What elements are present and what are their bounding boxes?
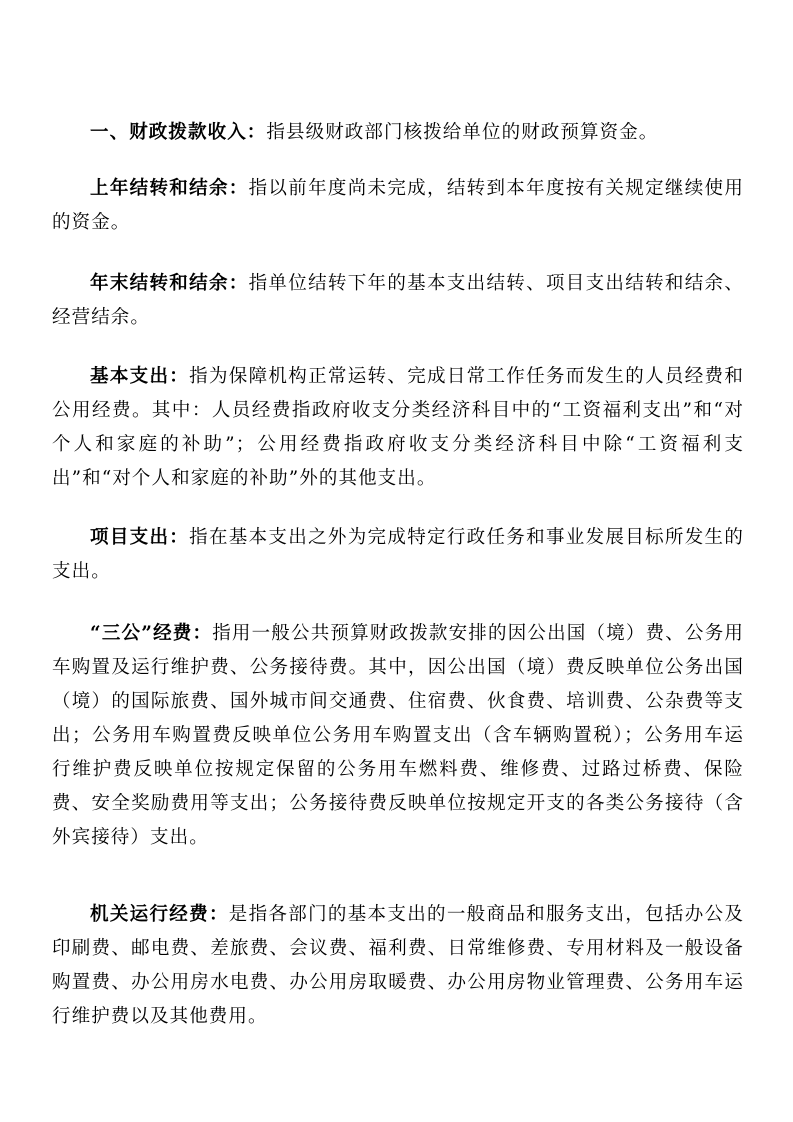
definition-text: 指用一般公共预算财政拨款安排的因公出国（境）费、公务用车购置及运行维护费、公务接待费。其中，因公出国（境）费反映单位公务出国（境）的国际旅费、国外城市间交通费、住宿费、伙食费、培训费、公杂费等支出；公务用车购置费反映单位公务用车购置支出（含车辆购置税）；公务用车运行维护费反映单位按规定保留的公务用车燃料费、维修费、过路过桥费、保险费、安全奖励费用等支出；公务接待费反映单位按规定开支的各类公务接待（含外宾接待）支出。 xyxy=(52,623,744,848)
definition-three-public-expenses xyxy=(52,617,744,855)
definition-fiscal-appropriation-income xyxy=(52,116,744,150)
term-label: “三公”经费： xyxy=(90,623,213,644)
definition-basic-expenditure xyxy=(52,360,744,496)
definition-prior-year-carryover xyxy=(52,172,744,240)
definition-text: 指县级财政部门核拨给单位的财政预算资金。 xyxy=(266,122,659,143)
definition-text: 指在基本支出之外为完成特定行政任务和事业发展目标所发生的支出。 xyxy=(52,527,744,582)
definition-text: 是指各部门的基本支出的一般商品和服务支出，包括办公及印刷费、邮电费、差旅费、会议费、福利费、日常维修费、专用材料及一般设备购置费、办公用房水电费、办公用房取暖费、办公用房物业管理费、公务用车运行维护费以及其他费用。 xyxy=(52,904,744,1027)
term-label: 一、财政拨款收入： xyxy=(90,122,267,143)
definition-project-expenditure xyxy=(52,521,744,589)
definition-year-end-carryover xyxy=(52,267,744,335)
term-label: 项目支出： xyxy=(90,527,190,548)
term-label: 上年结转和结余： xyxy=(90,178,249,199)
definition-agency-operating-expenses xyxy=(52,898,744,1034)
term-label: 基本支出： xyxy=(90,366,190,387)
definition-text: 指单位结转下年的基本支出结转、项目支出结转和结余、经营结余。 xyxy=(52,273,744,328)
term-label: 机关运行经费： xyxy=(90,904,229,925)
term-label: 年末结转和结余： xyxy=(90,273,249,294)
definition-text: 指以前年度尚未完成，结转到本年度按有关规定继续使用的资金。 xyxy=(52,178,744,233)
definition-text: 指为保障机构正常运转、完成日常工作任务而发生的人员经费和公用经费。其中：人员经费指政府收支分类经济科目中的“工资福利支出”和“对个人和家庭的补助”；公用经费指政府收支分类经济科目中除“工资福利支出”和“对个人和家庭的补助”外的其他支出。 xyxy=(52,366,744,489)
